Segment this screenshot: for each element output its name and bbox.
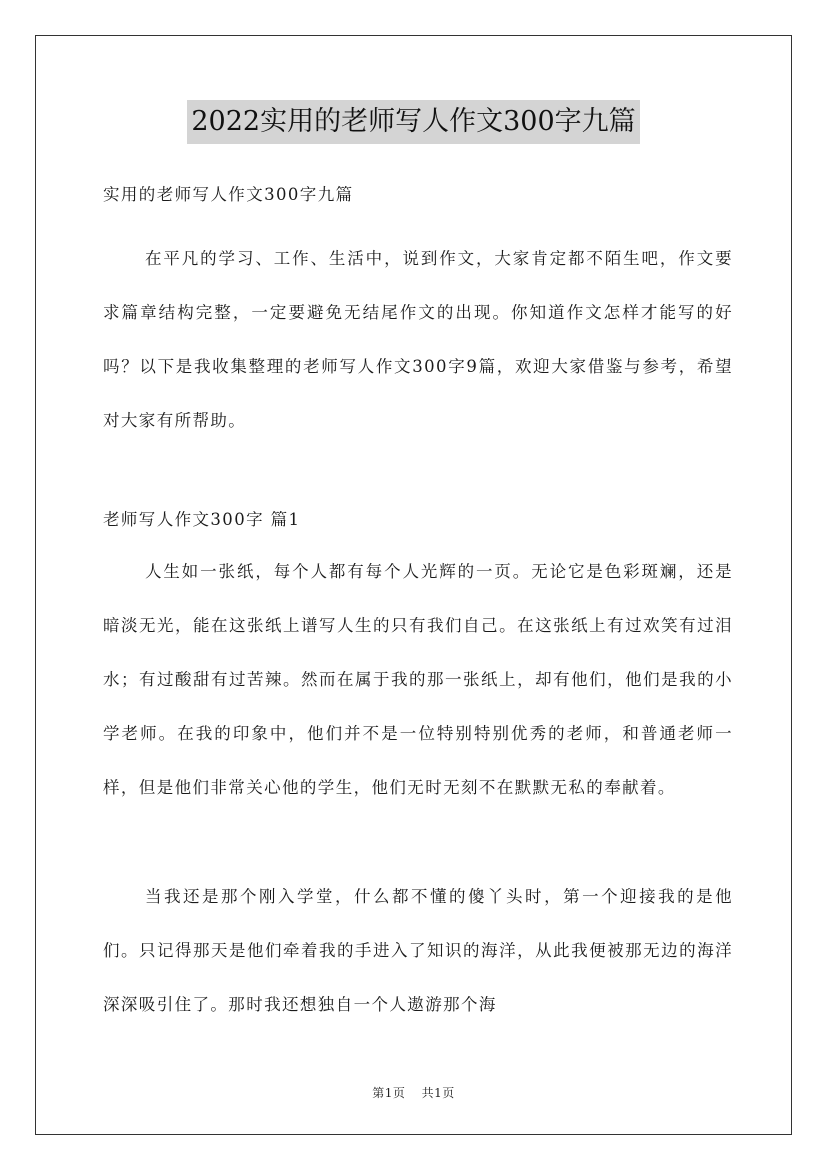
paragraph-1 [103,545,733,815]
section-heading: 老师写人作文300字 篇1 [103,510,301,529]
document-title: 2022实用的老师写人作文300字九篇 [187,100,639,144]
paragraph-2-text: 当我还是那个刚入学堂，什么都不懂的傻丫头时，第一个迎接我的是他们。只记得那天是他们牵着我的手进入了知识的海洋，从此我便被那无边的海洋深深吸引住了。那时我还想独自一个人遨游那个海 [103,887,733,1014]
paragraph-2 [103,870,733,1032]
page-total: 共1页 [421,1086,455,1100]
intro-text: 在平凡的学习、工作、生活中，说到作文，大家肯定都不陌生吧，作文要求篇章结构完整，一定要避免无结尾作文的出现。你知道作文怎样才能写的好吗？以下是我收集整理的老师写人作文300字9篇，欢迎大家借鉴与参考，希望对大家有所帮助。 [103,249,733,430]
page-footer [0,1084,827,1101]
paragraph-1-text: 人生如一张纸，每个人都有每个人光辉的一页。无论它是色彩斑斓，还是暗淡无光，能在这张纸上谱写人生的只有我们自己。在这张纸上有过欢笑有过泪水；有过酸甜有过苦辣。然而在属于我的那一张纸上，却有他们，他们是我的小学老师。在我的印象中，他们并不是一位特别特别优秀的老师，和普通老师一样，但是他们非常关心他的学生，他们无时无刻不在默默无私的奉献着。 [103,562,733,797]
intro-paragraph [103,232,733,448]
title-container [0,100,827,144]
document-subtitle: 实用的老师写人作文300字九篇 [103,185,354,204]
page-number: 第1页 [372,1086,406,1100]
